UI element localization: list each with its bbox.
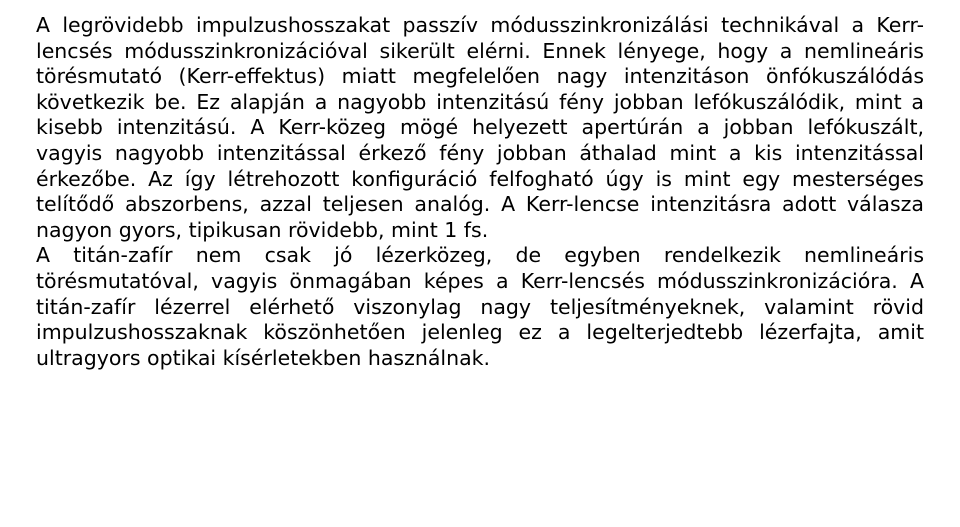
paragraph-2: A titán-zafír nem csak jó lézerközeg, de egyben rendelkezik nemlineáris törésmutatóval, vagyis önmagában képes a Kerr-lencsés módusszinkronizációra. A titán-zafír lézerrel elérhető viszonylag nagy teljesítményeknek, valamint rövid impulzushosszaknak köszönhetően jelenleg ez a legelterjedtebb lézerfajta, amit ultragyors optikai kísérletekben használnak. <box>36 243 924 370</box>
paragraph-1: A legrövidebb impulzushosszakat passzív módusszinkronizálási technikával a Kerr-lencsés módusszinkronizációval sikerült elérni. Ennek lényege, hogy a nemlineáris törésmutató (Kerr-effektus) miatt megfelelően nagy intenzitáson önfókuszálódás következik be. Ez alapján a nagyobb intenzitású fény jobban lefókuszálódik, mint a kisebb intenzitású. A Kerr-közeg mögé helyezett apertúrán a jobban lefókuszált, vagyis nagyobb intenzitással érkező fény jobban áthalad mint a kis intenzitással érkezőbe. Az így létrehozott konfiguráció felfogható úgy is mint egy mesterséges telítődő abszorbens, azzal teljesen analóg. A Kerr-lencse intenzitásra adott válasza nagyon gyors, tipikusan rövidebb, mint 1 fs. <box>36 13 924 242</box>
